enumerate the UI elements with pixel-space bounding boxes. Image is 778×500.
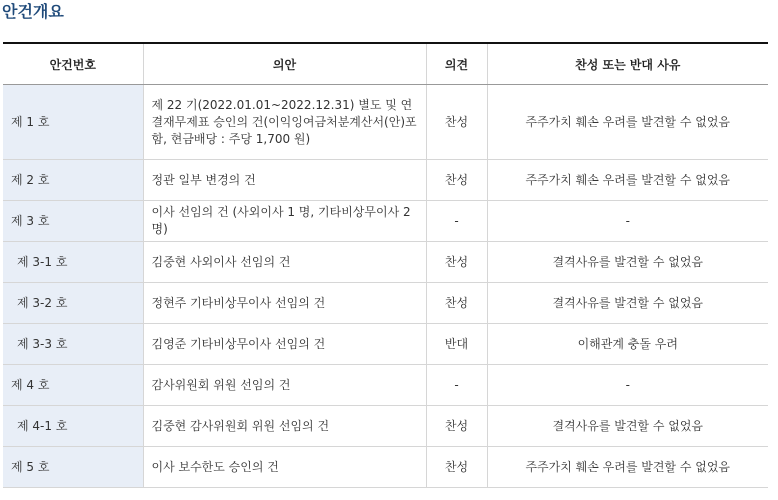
agenda-opinion: 찬성 xyxy=(426,85,487,160)
page-title: 안건개요 xyxy=(2,2,64,21)
agenda-number: 제 3-1 호 xyxy=(3,242,143,283)
table-row xyxy=(3,85,768,160)
agenda-item: 김중현 사외이사 선임의 건 xyxy=(143,242,426,283)
table-row xyxy=(3,283,768,324)
header-number: 안건번호 xyxy=(3,43,143,85)
agenda-number: 제 5 호 xyxy=(3,447,143,488)
agenda-reason: 주주가치 훼손 우려를 발견할 수 없었음 xyxy=(487,85,768,160)
agenda-reason: 이해관계 충돌 우려 xyxy=(487,324,768,365)
agenda-opinion: 찬성 xyxy=(426,242,487,283)
agenda-number: 제 1 호 xyxy=(3,85,143,160)
table-row xyxy=(3,447,768,488)
table-row xyxy=(3,406,768,447)
table-row xyxy=(3,324,768,365)
agenda-reason: 결격사유를 발견할 수 없었음 xyxy=(487,242,768,283)
agenda-item: 이사 보수한도 승인의 건 xyxy=(143,447,426,488)
agenda-opinion: 찬성 xyxy=(426,283,487,324)
agenda-opinion: 찬성 xyxy=(426,406,487,447)
agenda-opinion: 찬성 xyxy=(426,160,487,201)
table-row xyxy=(3,201,768,242)
agenda-number: 제 3 호 xyxy=(3,201,143,242)
agenda-number: 제 3-3 호 xyxy=(3,324,143,365)
agenda-number: 제 4-1 호 xyxy=(3,406,143,447)
agenda-item: 감사위원회 위원 선임의 건 xyxy=(143,365,426,406)
agenda-reason: 결격사유를 발견할 수 없었음 xyxy=(487,406,768,447)
agenda-reason: - xyxy=(487,365,768,406)
agenda-item: 정현주 기타비상무이사 선임의 건 xyxy=(143,283,426,324)
agenda-opinion: 찬성 xyxy=(426,447,487,488)
agenda-opinion: - xyxy=(426,365,487,406)
agenda-number: 제 4 호 xyxy=(3,365,143,406)
agenda-table xyxy=(3,42,768,488)
agenda-opinion: 반대 xyxy=(426,324,487,365)
table-row xyxy=(3,365,768,406)
header-opinion: 의견 xyxy=(426,43,487,85)
header-item: 의안 xyxy=(143,43,426,85)
agenda-item: 정관 일부 변경의 건 xyxy=(143,160,426,201)
agenda-reason: 주주가치 훼손 우려를 발견할 수 없었음 xyxy=(487,447,768,488)
header-reason: 찬성 또는 반대 사유 xyxy=(487,43,768,85)
agenda-number: 제 3-2 호 xyxy=(3,283,143,324)
agenda-number: 제 2 호 xyxy=(3,160,143,201)
agenda-item: 김중현 감사위원회 위원 선임의 건 xyxy=(143,406,426,447)
agenda-item: 이사 선임의 건 (사외이사 1 명, 기타비상무이사 2 명) xyxy=(143,201,426,242)
agenda-item: 김영준 기타비상무이사 선임의 건 xyxy=(143,324,426,365)
agenda-item: 제 22 기(2022.01.01~2022.12.31) 별도 및 연결재무제표 승인의 건(이익잉여금처분계산서(안)포함, 현금배당 : 주당 1,700 원) xyxy=(143,85,426,160)
table-header-row xyxy=(3,43,768,85)
agenda-reason: 결격사유를 발견할 수 없었음 xyxy=(487,283,768,324)
agenda-reason: - xyxy=(487,201,768,242)
agenda-reason: 주주가치 훼손 우려를 발견할 수 없었음 xyxy=(487,160,768,201)
table-row xyxy=(3,160,768,201)
agenda-opinion: - xyxy=(426,201,487,242)
table-row xyxy=(3,242,768,283)
